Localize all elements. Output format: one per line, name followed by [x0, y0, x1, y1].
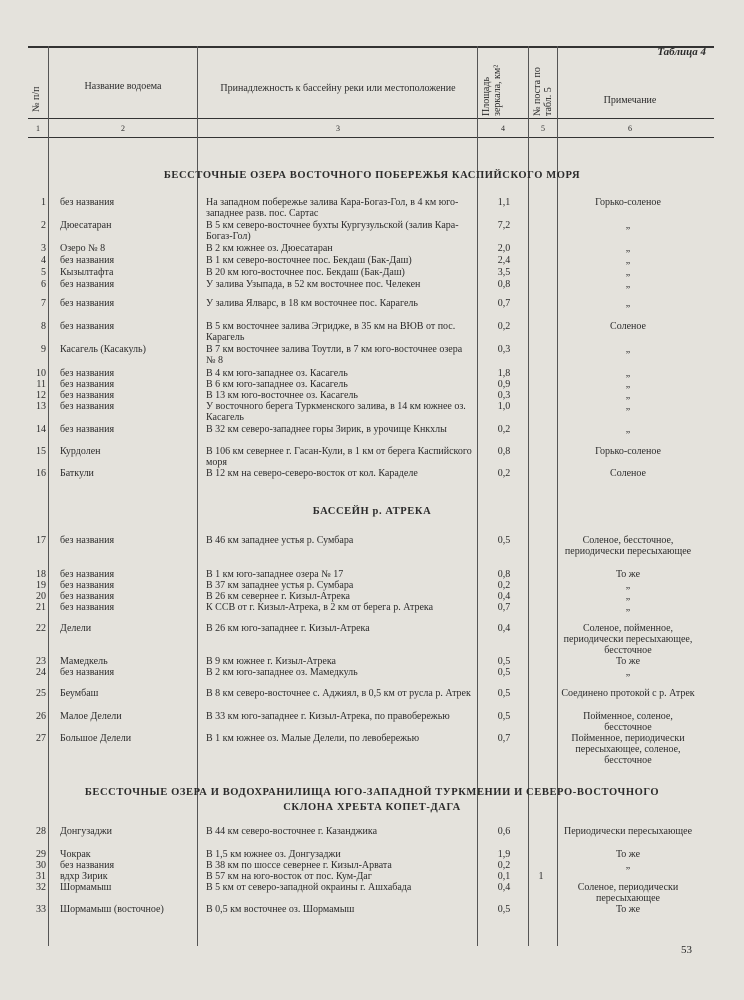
location: В 5 км северо-восточнее бухты Кургузульской (залив Кара-Богаз-Гол): [206, 220, 459, 242]
row-number: 25: [36, 688, 46, 699]
row-number: 3: [41, 243, 46, 254]
row-number: 26: [36, 711, 46, 722]
note: Пойменное, соленое, бессточное: [583, 711, 673, 733]
header-location: Принадлежность к бассейну реки или местоположение: [220, 83, 456, 94]
lake-name: без названия: [60, 591, 115, 602]
note: „: [625, 379, 631, 390]
note: „: [625, 591, 631, 602]
location: В 5 км от северо-западной окраины г. Ашхабада: [206, 882, 412, 893]
note: „: [625, 267, 631, 278]
row-number: 2: [41, 220, 46, 231]
location: В 1 км южнее оз. Малые Делели, по левобережью: [206, 733, 420, 744]
lake-name: Беумбаш: [60, 688, 99, 699]
header-index-5: 5: [541, 124, 545, 133]
note: То же: [615, 569, 641, 580]
header-index-4: 4: [501, 124, 505, 133]
lake-name: без названия: [60, 368, 115, 379]
row-number: 19: [36, 580, 46, 591]
row-number: 7: [41, 298, 46, 309]
lake-name: Шормамыш (восточное): [60, 904, 164, 915]
area-value: 7,2: [497, 220, 511, 231]
lake-name: Делели: [60, 623, 92, 634]
lake-name: без названия: [60, 602, 115, 613]
note: Соленое, пойменное, периодически пересыхающее, бессточное: [563, 623, 693, 656]
note: То же: [615, 849, 641, 860]
note: „: [625, 255, 631, 266]
row-number: 10: [36, 368, 46, 379]
header-bottom-rule: [28, 137, 714, 138]
header-mid-rule: [28, 118, 714, 119]
post-number: 1: [538, 871, 544, 882]
location: В 2 км южнее оз. Дюесатаран: [206, 243, 333, 254]
lake-name: Дюесатаран: [60, 220, 112, 231]
note: Соленое, периодически пересыхающее: [577, 882, 679, 904]
lake-name: без названия: [60, 535, 115, 546]
lake-name: Чокрак: [60, 849, 91, 860]
note: „: [625, 667, 631, 678]
area-value: 0,2: [497, 580, 511, 591]
section-title: БЕССТОЧНЫЕ ОЗЕРА ВОСТОЧНОГО ПОБЕРЕЖЬЯ КАСПИЙСКОГО МОРЯ: [163, 170, 581, 181]
header-index-3: 3: [336, 124, 340, 133]
lake-name: без названия: [60, 279, 115, 290]
note: „: [625, 602, 631, 613]
note: Периодически пересыхающее: [563, 826, 693, 837]
area-value: 0,4: [497, 882, 511, 893]
note: „: [625, 243, 631, 254]
row-number: 5: [41, 267, 46, 278]
area-value: 1,8: [497, 368, 511, 379]
row-number: 32: [36, 882, 46, 893]
area-value: 0,2: [497, 424, 511, 435]
location: У восточного берега Туркменского залива, в 14 км южнее оз. Касагель: [206, 401, 466, 423]
area-value: 0,8: [497, 279, 511, 290]
location: В 26 км юго-западнее г. Кизыл-Атрека: [206, 623, 370, 634]
location: В 9 км южнее г. Кизыл-Атрека: [206, 656, 336, 667]
note: Горько-соленое: [595, 446, 661, 457]
area-value: 0,5: [497, 688, 511, 699]
location: В 57 км на юго-восток от пос. Кум-Даг: [206, 871, 372, 882]
row-number: 13: [36, 401, 46, 412]
lake-name: без названия: [60, 860, 115, 871]
lake-name: без названия: [60, 321, 115, 332]
row-number: 11: [36, 379, 46, 390]
lake-name: Кызылтафта: [60, 267, 114, 278]
row-number: 9: [41, 344, 46, 355]
location: В 37 км западнее устья р. Сумбара: [206, 580, 354, 591]
row-number: 30: [36, 860, 46, 871]
area-value: 0,5: [497, 535, 511, 546]
lake-name: без названия: [60, 390, 115, 401]
area-value: 0,6: [497, 826, 511, 837]
area-value: 0,2: [497, 321, 511, 332]
area-value: 0,4: [497, 591, 511, 602]
location: В 106 км севернее г. Гасан-Кули, в 1 км от берега Каспийского моря: [206, 446, 472, 468]
location: В 5 км восточнее залива Эгридже, в 35 км на ВЮВ от пос. Карагель: [206, 321, 456, 343]
lake-name: Озеро № 8: [60, 243, 106, 254]
location: В 26 км севернее г. Кизыл-Атрека: [206, 591, 350, 602]
area-value: 1,1: [497, 197, 511, 208]
area-value: 0,7: [497, 298, 511, 309]
lake-name: без названия: [60, 580, 115, 591]
location: В 1 км северо-восточнее пос. Бекдаш (Бак-Даш): [206, 255, 412, 266]
note: Соленое: [610, 321, 646, 332]
location: В 12 км на северо-северо-восток от кол. Караделе: [206, 468, 418, 479]
row-number: 31: [36, 871, 46, 882]
row-number: 8: [41, 321, 46, 332]
note: Соединено протокой с р. Атрек: [561, 688, 695, 699]
area-value: 0,3: [497, 344, 511, 355]
page-number: 53: [681, 944, 692, 956]
lake-name: без названия: [60, 298, 115, 309]
section-title: БЕССТОЧНЫЕ ОЗЕРА И ВОДОХРАНИЛИЩА ЮГО-ЗАПАДНОЙ ТУРКМЕНИИ И СЕВЕРО-ВОСТОЧНОГО СКЛОНА ХРЕБТА КОПЕТ-ДАГА: [84, 787, 660, 813]
location: В 8 км северо-восточнее с. Аджиял, в 0,5 км от русла р. Атрек: [206, 688, 471, 699]
note: „: [625, 580, 631, 591]
header-top-rule: [28, 46, 714, 48]
note: „: [625, 401, 631, 412]
row-number: 4: [41, 255, 46, 266]
lake-name: без названия: [60, 569, 115, 580]
row-number: 18: [36, 569, 46, 580]
note: Горько-соленое: [595, 197, 661, 208]
header-index-1: 1: [36, 124, 40, 133]
area-value: 1,0: [497, 401, 511, 412]
lake-name: Курдолен: [60, 446, 101, 457]
location: У залива Ялварс, в 18 км восточнее пос. Карагель: [206, 298, 418, 309]
section-title: БАССЕЙН р. АТРЕКА: [312, 506, 432, 517]
location: В 46 км западнее устья р. Сумбара: [206, 535, 354, 546]
table-title: Таблица 4: [657, 46, 706, 58]
header-area: Площадь зеркала, км²: [481, 64, 503, 116]
note: Пойменное, периодически пересыхающее, соленое, бессточное: [571, 733, 685, 766]
note: То же: [615, 904, 641, 915]
area-value: 3,5: [497, 267, 511, 278]
area-value: 0,2: [497, 860, 511, 871]
note: Соленое, бессточное, периодически пересыхающее: [564, 535, 692, 557]
lake-name: без названия: [60, 197, 115, 208]
note: „: [625, 279, 631, 290]
lake-name: без названия: [60, 667, 115, 678]
lake-name: Касагель (Касакуль): [60, 344, 146, 355]
area-value: 2,4: [497, 255, 511, 266]
lake-name: без названия: [60, 401, 115, 412]
header-num: № п/п: [31, 86, 42, 112]
location: К ССВ от г. Кизыл-Атрека, в 2 км от берега р. Атрека: [206, 602, 434, 613]
note: „: [625, 390, 631, 401]
header-index-6: 6: [628, 124, 632, 133]
lake-name: без названия: [60, 379, 115, 390]
row-number: 12: [36, 390, 46, 401]
location: В 1 км юго-западнее озера № 17: [206, 569, 344, 580]
location: В 2 км юго-западнее оз. Мамедкуль: [206, 667, 358, 678]
lake-name: Шормамыш: [60, 882, 112, 893]
area-value: 0,1: [497, 871, 511, 882]
note: То же: [615, 656, 641, 667]
area-value: 0,9: [497, 379, 511, 390]
area-value: 0,7: [497, 602, 511, 613]
row-number: 33: [36, 904, 46, 915]
lake-name: Большое Делели: [60, 733, 132, 744]
header-index-2: 2: [121, 124, 125, 133]
row-number: 20: [36, 591, 46, 602]
row-number: 15: [36, 446, 46, 457]
header-post: № поста по табл. 5: [532, 67, 554, 116]
lake-name: без названия: [60, 424, 115, 435]
location: В 6 км юго-западнее оз. Касагель: [206, 379, 348, 390]
location: В 7 км восточнее залива Тоутли, в 7 км юго-восточнее озера № 8: [206, 344, 463, 366]
location: В 38 км по шоссе севернее г. Кизыл-Арвата: [206, 860, 392, 871]
row-number: 27: [36, 733, 46, 744]
lake-name: Мамедкель: [60, 656, 108, 667]
lake-name: Донгузаджи: [60, 826, 113, 837]
location: В 33 км юго-западнее г. Кизыл-Атрека, по правобережью: [206, 711, 450, 722]
lake-name: вдхр Зирик: [60, 871, 108, 882]
area-value: 0,5: [497, 667, 511, 678]
area-value: 0,3: [497, 390, 511, 401]
row-number: 16: [36, 468, 46, 479]
row-number: 6: [41, 279, 46, 290]
area-value: 0,5: [497, 904, 511, 915]
area-value: 0,5: [497, 711, 511, 722]
area-value: 2,0: [497, 243, 511, 254]
row-number: 14: [36, 424, 46, 435]
location: У залива Узыпада, в 52 км восточнее пос. Челекен: [206, 279, 421, 290]
row-number: 29: [36, 849, 46, 860]
row-number: 22: [36, 623, 46, 634]
area-value: 0,8: [497, 569, 511, 580]
note: Соленое: [610, 468, 646, 479]
area-value: 0,2: [497, 468, 511, 479]
location: В 13 км юго-восточнее оз. Касагель: [206, 390, 358, 401]
lake-name: Баткули: [60, 468, 94, 479]
lake-name: без названия: [60, 255, 115, 266]
location: В 32 км северо-западнее горы Зирик, в урочище Кнкхлы: [206, 424, 447, 435]
note: „: [625, 368, 631, 379]
note: „: [625, 344, 631, 355]
note: „: [625, 424, 631, 435]
row-number: 17: [36, 535, 46, 546]
note: „: [625, 860, 631, 871]
row-number: 23: [36, 656, 46, 667]
area-value: 0,8: [497, 446, 511, 457]
lake-name: Малое Делели: [60, 711, 122, 722]
note: „: [625, 298, 631, 309]
area-value: 0,4: [497, 623, 511, 634]
row-number: 28: [36, 826, 46, 837]
area-value: 0,5: [497, 656, 511, 667]
location: В 1,5 км южнее оз. Донгузаджи: [206, 849, 341, 860]
header-name: Название водоема: [84, 81, 162, 92]
row-number: 24: [36, 667, 46, 678]
row-number: 21: [36, 602, 46, 613]
row-number: 1: [41, 197, 46, 208]
header-note: Примечание: [603, 95, 657, 106]
area-value: 1,9: [497, 849, 511, 860]
area-value: 0,7: [497, 733, 511, 744]
note: „: [625, 220, 631, 231]
location: В 4 км юго-западнее оз. Касагель: [206, 368, 348, 379]
location: В 44 км северо-восточнее г. Казанджика: [206, 826, 378, 837]
location: В 0,5 км восточнее оз. Шормамыш: [206, 904, 355, 915]
location: В 20 км юго-восточнее пос. Бекдаш (Бак-Даш): [206, 267, 405, 278]
location: На западном побережье залива Кара-Богаз-Гол, в 4 км юго-западнее разв. пос. Сартас: [206, 197, 459, 219]
